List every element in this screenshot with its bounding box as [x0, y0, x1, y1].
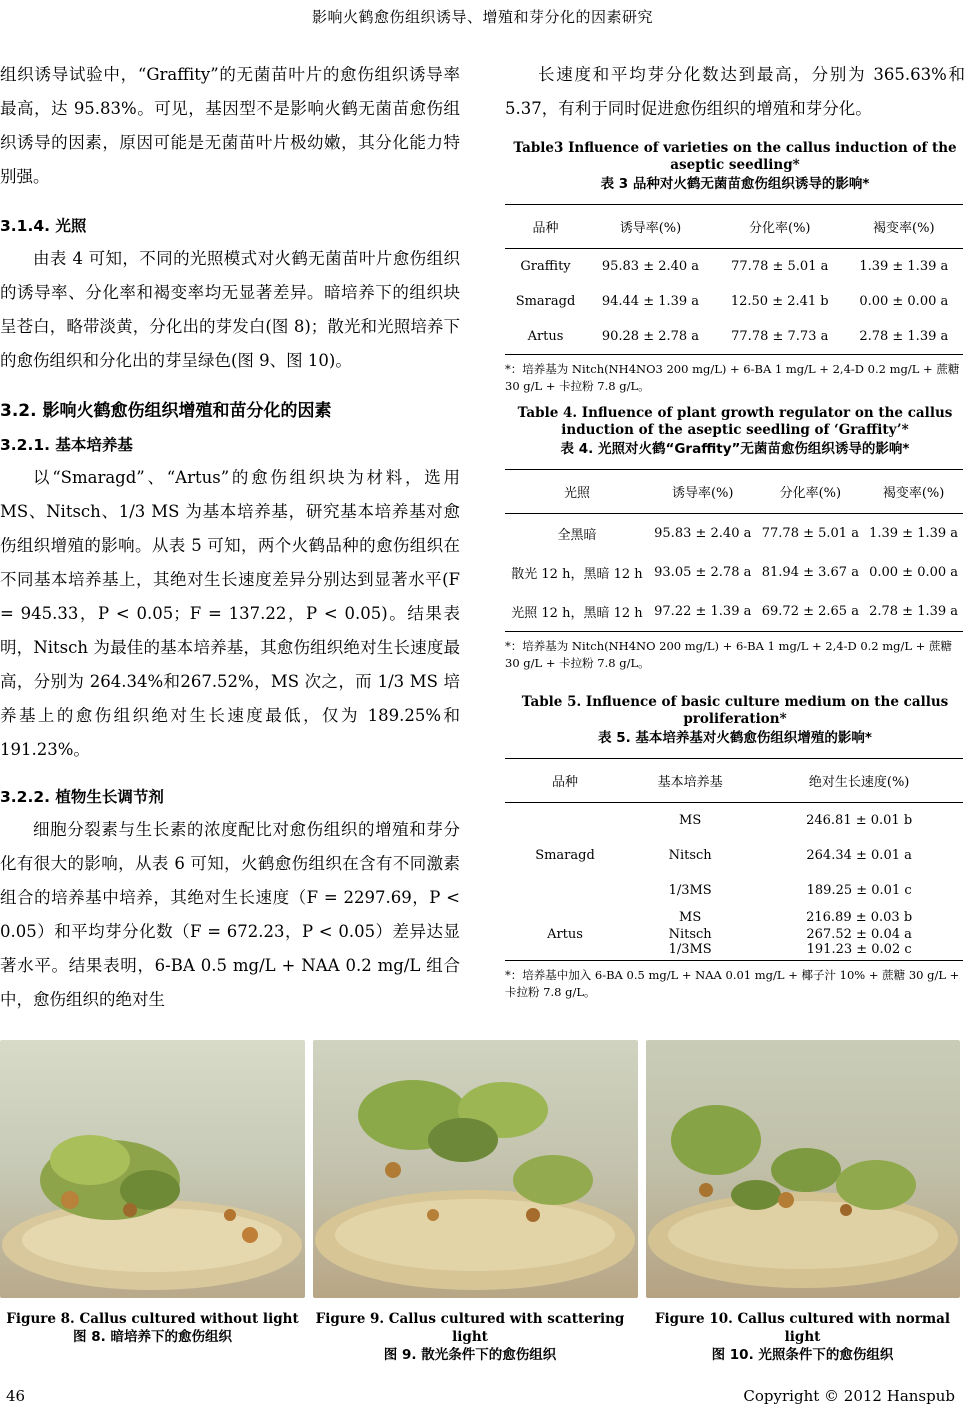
table-4-block — [505, 405, 965, 672]
paragraph: 长速度和平均芽分化数达到最高，分别为 365.63%和5.37，有利于同时促进愈伤组织的增殖和芽分化。 — [505, 65, 965, 118]
table-cell: 81.94 ± 3.67 a — [761, 565, 859, 580]
figure-caption — [0, 1310, 305, 1346]
table-header: 品种 — [505, 759, 625, 803]
table-header: 分化率(%) — [715, 205, 845, 249]
table-cell: 12.50 ± 2.41 b — [730, 294, 829, 309]
figure-caption-en: Figure 9. Callus cultured with scattering light — [315, 1311, 625, 1345]
table-note: *：培养基中加入 6-BA 0.5 mg/L + NAA 0.01 mg/L + 椰子汁 10% + 蔗糖 30 g/L + 卡拉粉 7.8 g/L。 — [505, 968, 960, 999]
figure-10-photo — [646, 1040, 960, 1298]
table-cell: 77.78 ± 5.01 a — [731, 259, 829, 274]
section-heading: 3.2. 影响火鹤愈伤组织增殖和苗分化的因素 — [0, 401, 332, 421]
table-cell: 1/3MS — [668, 942, 712, 957]
table-cell: 95.83 ± 2.40 a — [601, 259, 700, 274]
table-cell: Artus — [527, 329, 564, 344]
table-cell: 267.52 ± 0.04 a — [806, 927, 912, 942]
table-cell: MS — [679, 910, 702, 925]
table-note: *：培养基为 Nitch(NH4NO3 200 mg/L) + 6-BA 1 mg/L + 2,4-D 0.2 mg/L + 蔗糖 30 g/L + 卡拉粉 7.8 g/L。 — [505, 362, 960, 393]
table-caption-en: Table 4. Influence of plant growth regulator on the callus induction of the aseptic seedling of ‘Graffity’* — [517, 405, 953, 438]
table-cell: 77.78 ± 5.01 a — [761, 526, 859, 541]
table-4 — [505, 469, 963, 632]
figure-caption-en: Figure 10. Callus cultured with normal light — [654, 1311, 951, 1345]
right-column — [505, 58, 965, 1001]
figure-8-photo — [0, 1040, 305, 1298]
left-column — [0, 58, 460, 1017]
section-heading: 3.2.1. 基本培养基 — [0, 436, 133, 454]
table-cell: 246.81 ± 0.01 b — [806, 813, 913, 828]
table-cell: 2.78 ± 1.39 a — [859, 329, 949, 344]
table-header: 诱导率(%) — [649, 470, 757, 514]
table-cell: Graffity — [520, 259, 571, 274]
table-cell: MS — [679, 813, 702, 828]
figure-caption-cn: 图 9. 散光条件下的愈伤组织 — [383, 1347, 557, 1363]
table-cell: 0.00 ± 0.00 a — [869, 565, 959, 580]
table-cell: 散光 12 h，黑暗 12 h — [511, 567, 643, 582]
table-note: *：培养基为 Nitch(NH4NO 200 mg/L) + 6-BA 1 mg/L + 2,4-D 0.2 mg/L + 蔗糖 30 g/L + 卡拉粉 7.8 g/L。 — [505, 639, 952, 670]
table-cell: 94.44 ± 1.39 a — [601, 294, 700, 309]
table-5 — [505, 758, 963, 961]
table-header: 基本培养基 — [625, 759, 755, 803]
table-3 — [505, 204, 963, 355]
table-header: 褐变率(%) — [864, 470, 963, 514]
table-cell: 216.89 ± 0.03 b — [806, 910, 913, 925]
paragraph: 以“Smaragd”、“Artus”的愈伤组织块为材料，选用 MS、Nitsch、1/3 MS 为基本培养基，研究基本培养基对愈伤组织增殖的影响。从表 5 可知，两个火鹤品种的愈伤组织在不同基本培养基上，其绝对生长速度差异分别达到显著水平(F = 945.33，P < 0.05；F = 137.22，P < 0.05)。结果表明，Nitsch 为最佳的基本培养基，其愈伤组织绝对生长速度最高，分别为 264.34%和267.52%，MS 次之，而 1/3 MS 培养基上的愈伤组织绝对生长速度最低，仅为 189.25%和 191.23%。 — [0, 468, 460, 759]
table-row — [505, 284, 963, 319]
table-header: 分化率(%) — [757, 470, 865, 514]
table-cell: Artus — [547, 926, 583, 942]
table-row — [505, 908, 963, 927]
table-cell: Smaragd — [535, 848, 595, 863]
table-cell: Nitsch — [668, 848, 712, 863]
figure-caption-cn: 图 10. 光照条件下的愈伤组织 — [711, 1347, 894, 1363]
table-row — [505, 803, 963, 839]
table-cell: 1.39 ± 1.39 a — [859, 259, 949, 274]
table-cell: 光照 12 h，黑暗 12 h — [511, 606, 643, 621]
paragraph: 由表 4 可知，不同的光照模式对火鹤无菌苗叶片愈伤组织的诱导率、分化率和褐变率均无显著差异。暗培养下的组织块呈苍白，略带淡黄，分化出的芽发白(图 8)；散光和光照培养下的愈伤组织和分化出的芽呈绿色(图 9、图 10)。 — [0, 249, 460, 370]
figure-caption — [640, 1310, 965, 1364]
table-cell: 2.78 ± 1.39 a — [869, 604, 959, 619]
table-cell: 264.34 ± 0.01 a — [806, 848, 912, 863]
table-cell: Nitsch — [668, 927, 712, 942]
figure-caption-cn: 图 8. 暗培养下的愈伤组织 — [73, 1329, 232, 1345]
table-header: 绝对生长速度(%) — [755, 759, 963, 803]
figure-9-photo — [313, 1040, 638, 1298]
table-header: 诱导率(%) — [586, 205, 715, 249]
table-caption-en: Table 5. Influence of basic culture medium on the callus proliferation* — [521, 694, 949, 727]
table-cell: 全黑暗 — [557, 528, 597, 543]
table-cell: Smaragd — [515, 294, 576, 309]
table-cell: 1.39 ± 1.39 a — [869, 526, 959, 541]
table-cell: 69.72 ± 2.65 a — [761, 604, 859, 619]
table-header: 品种 — [505, 205, 586, 249]
running-head: 影响火鹤愈伤组织诱导、增殖和芽分化的因素研究 — [311, 8, 653, 26]
table-cell: 95.83 ± 2.40 a — [654, 526, 752, 541]
figure-row — [0, 1040, 965, 1298]
section-heading: 3.2.2. 植物生长调节剂 — [0, 788, 164, 806]
table-3-block — [505, 140, 965, 395]
table-caption-cn: 表 3 品种对火鹤无菌苗愈伤组织诱导的影响* — [600, 176, 870, 192]
table-cell: 97.22 ± 1.39 a — [654, 604, 752, 619]
table-caption-en: Table3 Influence of varieties on the callus induction of the aseptic seedling* — [513, 140, 957, 173]
table-header: 光照 — [505, 470, 649, 514]
table-cell: 189.25 ± 0.01 c — [806, 883, 912, 898]
table-cell: 90.28 ± 2.78 a — [601, 329, 700, 344]
table-row — [505, 319, 963, 355]
table-cell: 1/3MS — [668, 883, 712, 898]
paragraph: 细胞分裂素与生长素的浓度配比对愈伤组织的增殖和芽分化有很大的影响，从表 6 可知，火鹤愈伤组织在含有不同激素组合的培养基中培养，其绝对生长速度（F = 2297.69，P < 0.05）和平均芽分化数（F = 672.23，P < 0.05）差异达显著水平。结果表明，6-BA 0.5 mg/L + NAA 0.2 mg/L 组合中，愈伤组织的绝对生 — [0, 820, 460, 1009]
figure-caption-en: Figure 8. Callus cultured without light — [6, 1311, 299, 1327]
table-cell: 0.00 ± 0.00 a — [859, 294, 949, 309]
table-row — [505, 249, 963, 285]
figure-caption — [305, 1310, 635, 1364]
table-header: 褐变率(%) — [845, 205, 963, 249]
table-cell: 93.05 ± 2.78 a — [654, 565, 752, 580]
paragraph: 组织诱导试验中，“Graffity”的无菌苗叶片的愈伤组织诱导率最高，达 95.83%。可见，基因型不是影响火鹤无菌苗愈伤组织诱导的因素，原因可能是无菌苗叶片极幼嫩，其分化能力特别强。 — [0, 65, 460, 186]
table-caption-cn: 表 4. 光照对火鹤“Graffity”无菌苗愈伤组织诱导的影响* — [560, 441, 910, 457]
table-row — [505, 592, 963, 632]
page-number: 46 — [6, 1387, 26, 1405]
table-cell: 191.23 ± 0.02 c — [806, 942, 912, 957]
table-cell: 77.78 ± 7.73 a — [731, 329, 829, 344]
table-row — [505, 514, 963, 554]
copyright: Copyright © 2012 Hanspub — [743, 1387, 955, 1405]
section-heading: 3.1.4. 光照 — [0, 217, 87, 235]
table-5-block — [505, 694, 965, 1001]
table-caption-cn: 表 5. 基本培养基对火鹤愈伤组织增殖的影响* — [598, 730, 872, 746]
table-row — [505, 553, 963, 592]
